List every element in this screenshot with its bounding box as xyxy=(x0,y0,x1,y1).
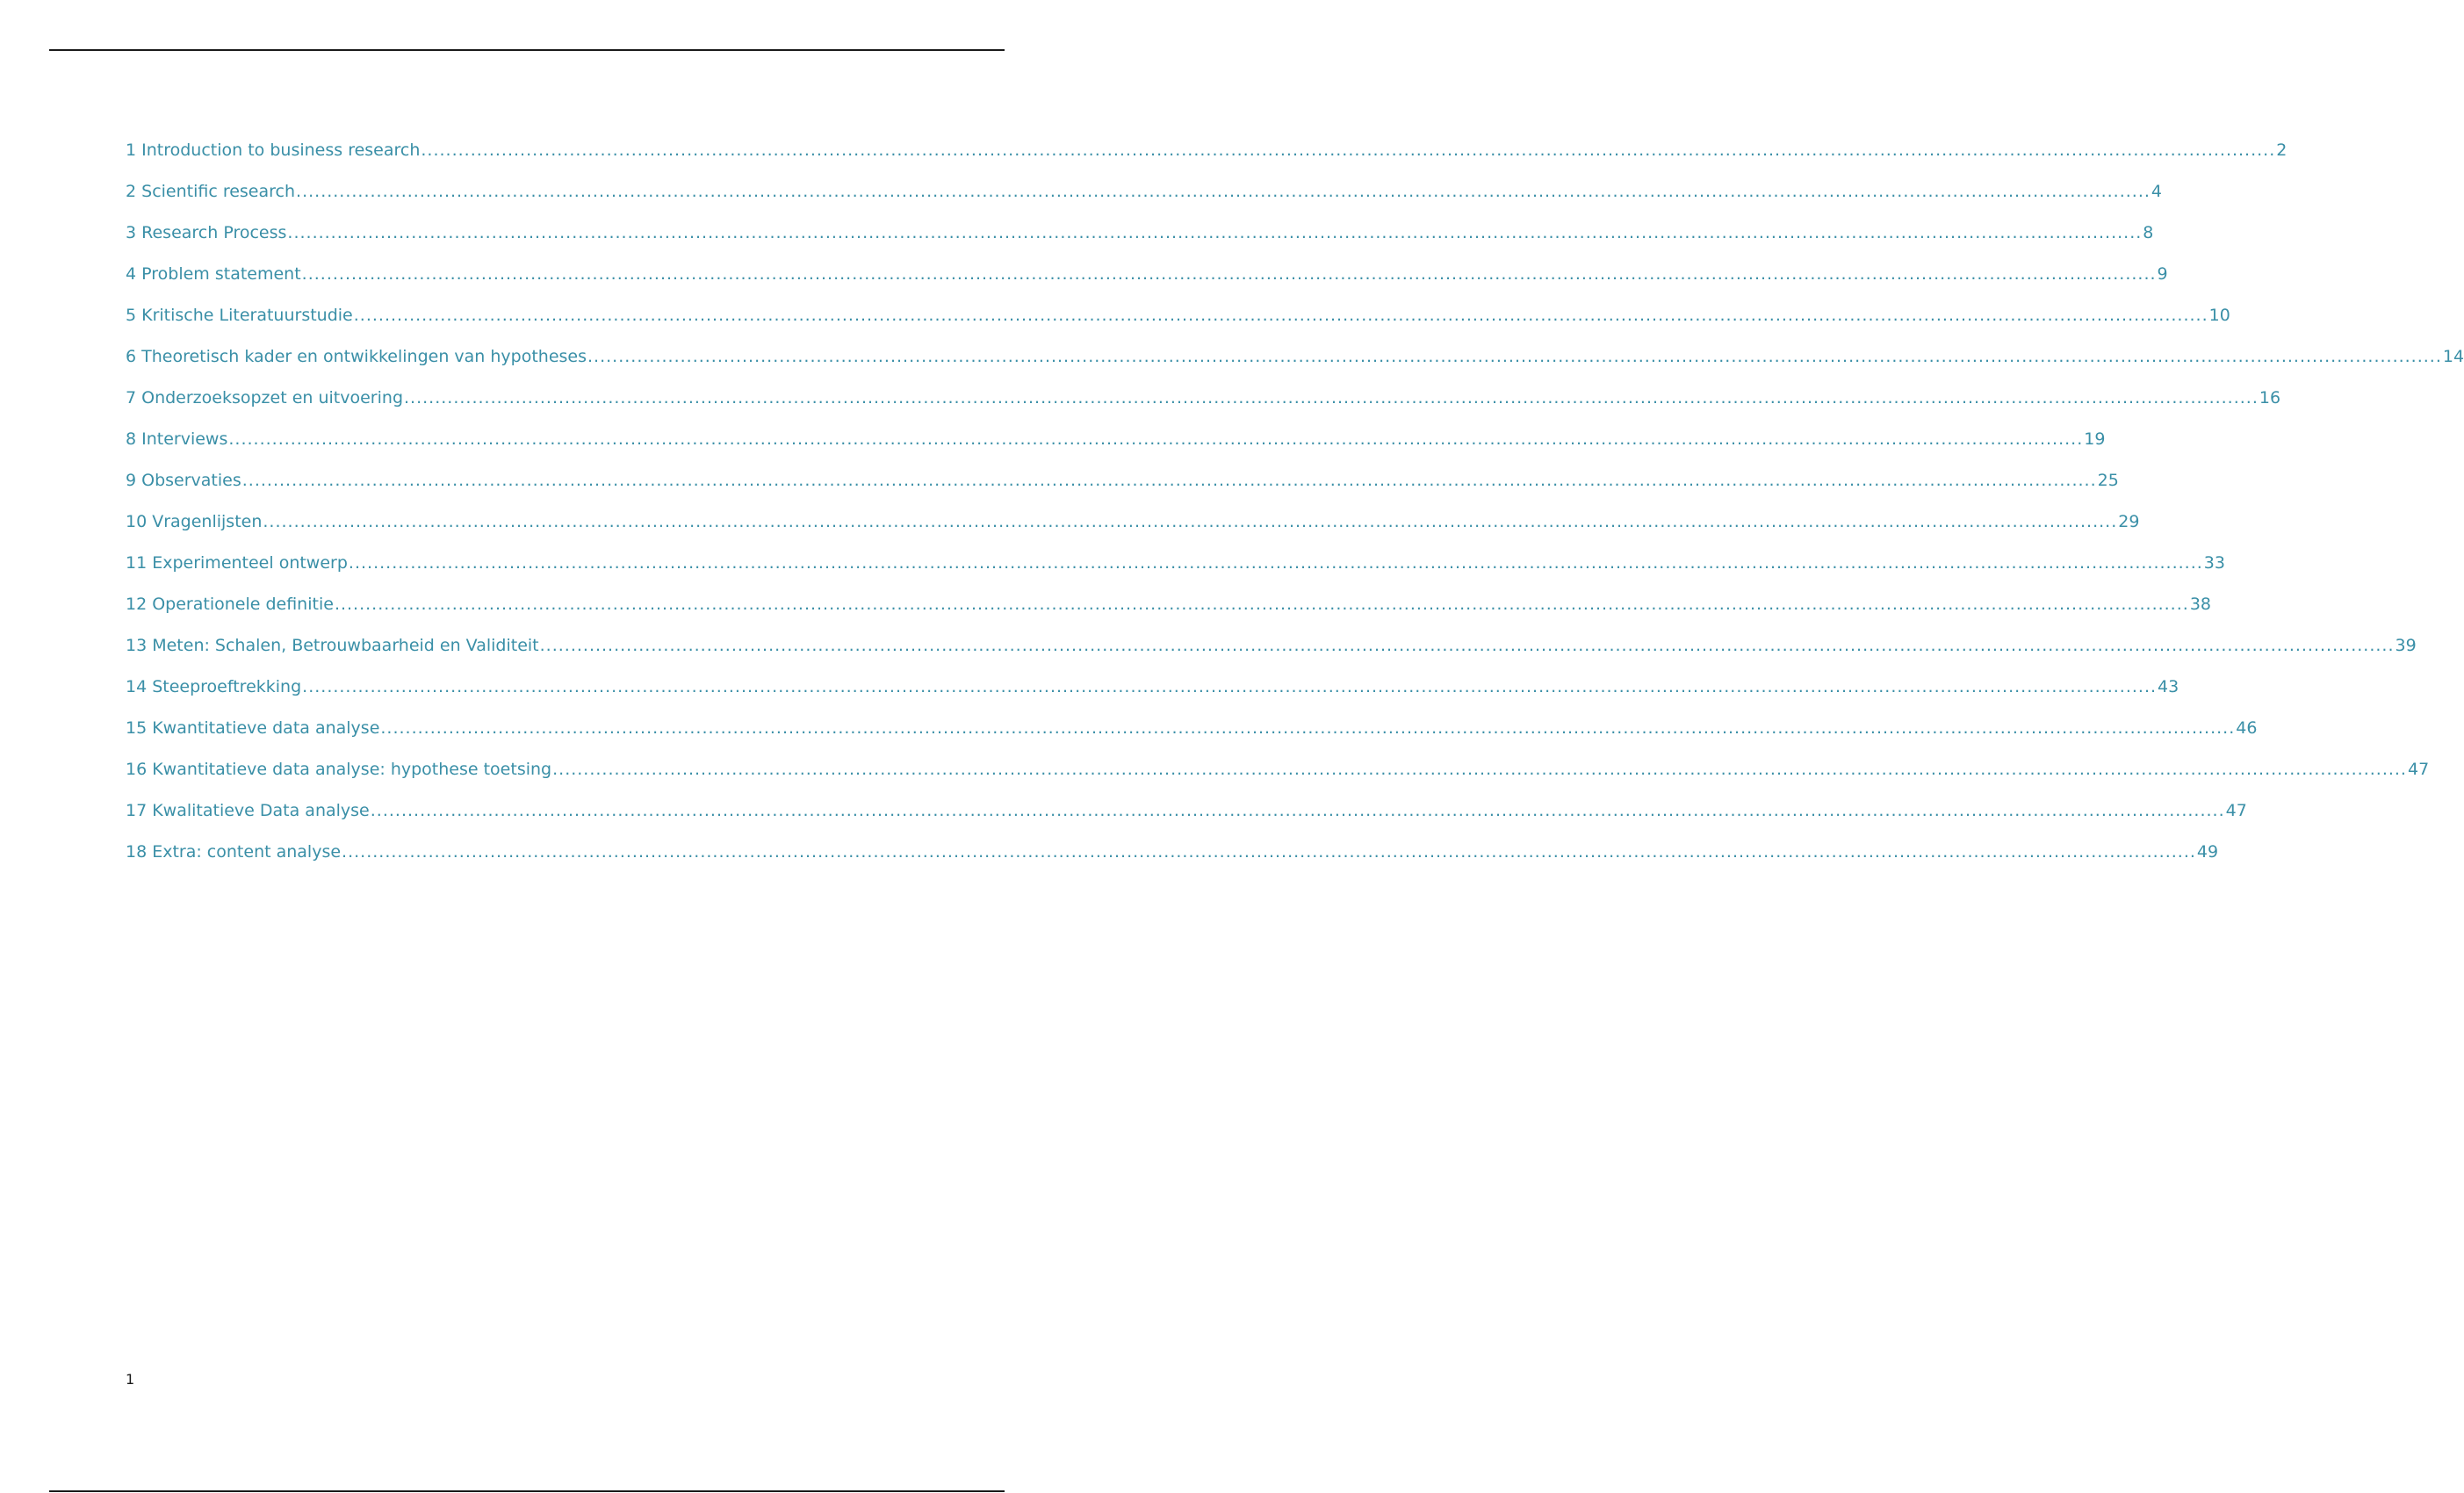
toc-entry-page: 43 xyxy=(2158,677,2179,696)
toc-dot-leader: ............................................................................................................................................................................................................................................................................................................ xyxy=(228,429,2084,449)
toc-dot-leader: ............................................................................................................................................................................................................................................................................................................ xyxy=(302,677,2158,696)
toc-entry-page: 2 xyxy=(2276,141,2287,160)
toc-entry-title: 17 Kwalitatieve Data analyse xyxy=(126,801,370,820)
toc-entry-title: 8 Interviews xyxy=(126,429,228,449)
toc-entry-page: 14 xyxy=(2442,347,2464,366)
toc-entry[interactable] xyxy=(126,264,2168,306)
toc-entry-title: 13 Meten: Schalen, Betrouwbaarheid en Validiteit xyxy=(126,636,539,655)
toc-entry[interactable] xyxy=(126,636,2417,677)
toc-dot-leader: ............................................................................................................................................................................................................................................................................................................ xyxy=(552,760,2407,779)
toc-dot-leader: ............................................................................................................................................................................................................................................................................................................ xyxy=(380,718,2236,738)
toc-entry[interactable] xyxy=(126,223,2154,264)
toc-entry-title: 10 Vragenlijsten xyxy=(126,512,263,531)
toc-entry-page: 9 xyxy=(2157,264,2168,284)
toc-entry-page: 49 xyxy=(2196,842,2219,862)
toc-entry-page: 39 xyxy=(2395,636,2417,655)
toc-entry-page: 47 xyxy=(2225,801,2247,820)
toc-entry[interactable] xyxy=(126,595,2211,636)
toc-dot-leader: ............................................................................................................................................................................................................................................................................................................ xyxy=(539,636,2395,655)
toc-entry-page: 10 xyxy=(2208,306,2230,325)
toc-entry-page: 8 xyxy=(2143,223,2154,242)
toc-dot-leader: ............................................................................................................................................................................................................................................................................................................ xyxy=(301,264,2157,284)
toc-entry[interactable] xyxy=(126,182,2162,223)
toc-entry-title: 1 Introduction to business research xyxy=(126,141,421,160)
toc-dot-leader: ............................................................................................................................................................................................................................................................................................................ xyxy=(287,223,2143,242)
toc-dot-leader: ............................................................................................................................................................................................................................................................................................................ xyxy=(348,553,2203,573)
toc-entry[interactable] xyxy=(126,347,2464,388)
toc-dot-leader: ............................................................................................................................................................................................................................................................................................................ xyxy=(342,842,2196,862)
toc-entry-page: 47 xyxy=(2407,760,2430,779)
header-rule xyxy=(49,49,1005,51)
toc-entry-page: 29 xyxy=(2118,512,2140,531)
toc-entry-title: 4 Problem statement xyxy=(126,264,301,284)
toc-entry-page: 46 xyxy=(2236,718,2258,738)
toc-entry-page: 4 xyxy=(2151,182,2162,201)
toc-entry[interactable] xyxy=(126,512,2140,553)
toc-dot-leader: ............................................................................................................................................................................................................................................................................................................ xyxy=(404,388,2259,408)
toc-dot-leader: ............................................................................................................................................................................................................................................................................................................ xyxy=(587,347,2442,366)
toc-entry[interactable] xyxy=(126,718,2258,760)
toc-entry[interactable] xyxy=(126,141,2287,182)
toc-dot-leader: ............................................................................................................................................................................................................................................................................................................ xyxy=(334,595,2189,614)
toc-entry-title: 14 Steeproeftrekking xyxy=(126,677,302,696)
toc-dot-leader: ............................................................................................................................................................................................................................................................................................................ xyxy=(353,306,2208,325)
table-of-contents xyxy=(126,141,2464,884)
toc-entry-title: 15 Kwantitatieve data analyse xyxy=(126,718,380,738)
toc-dot-leader: ............................................................................................................................................................................................................................................................................................................ xyxy=(370,801,2225,820)
toc-entry[interactable] xyxy=(126,471,2119,512)
toc-entry[interactable] xyxy=(126,677,2179,718)
toc-entry-title: 5 Kritische Literatuurstudie xyxy=(126,306,353,325)
toc-entry-page: 33 xyxy=(2203,553,2225,573)
toc-dot-leader: ............................................................................................................................................................................................................................................................................................................ xyxy=(241,471,2097,490)
toc-entry-title: 11 Experimenteel ontwerp xyxy=(126,553,348,573)
toc-entry-title: 12 Operationele definitie xyxy=(126,595,334,614)
toc-entry-title: 2 Scientific research xyxy=(126,182,296,201)
toc-entry[interactable] xyxy=(126,388,2281,429)
toc-dot-leader: ............................................................................................................................................................................................................................................................................................................ xyxy=(296,182,2151,201)
toc-entry-title: 9 Observaties xyxy=(126,471,241,490)
toc-entry-title: 18 Extra: content analyse xyxy=(126,842,342,862)
toc-entry-page: 19 xyxy=(2084,429,2106,449)
toc-entry-title: 16 Kwantitatieve data analyse: hypothese toetsing xyxy=(126,760,552,779)
toc-entry[interactable] xyxy=(126,760,2430,801)
toc-dot-leader: ............................................................................................................................................................................................................................................................................................................ xyxy=(263,512,2118,531)
toc-entry[interactable] xyxy=(126,842,2219,884)
toc-entry[interactable] xyxy=(126,306,2230,347)
toc-dot-leader: ............................................................................................................................................................................................................................................................................................................ xyxy=(421,141,2276,160)
footer-rule xyxy=(49,1490,1005,1492)
toc-entry-page: 38 xyxy=(2189,595,2211,614)
toc-entry-page: 16 xyxy=(2259,388,2281,408)
toc-entry-title: 7 Onderzoeksopzet en uitvoering xyxy=(126,388,404,408)
toc-entry-title: 3 Research Process xyxy=(126,223,287,242)
toc-entry[interactable] xyxy=(126,553,2225,595)
toc-entry[interactable] xyxy=(126,429,2106,471)
toc-entry-page: 25 xyxy=(2097,471,2119,490)
toc-entry-title: 6 Theoretisch kader en ontwikkelingen van hypotheses xyxy=(126,347,587,366)
page-number: 1 xyxy=(126,1371,135,1388)
toc-entry[interactable] xyxy=(126,801,2247,842)
